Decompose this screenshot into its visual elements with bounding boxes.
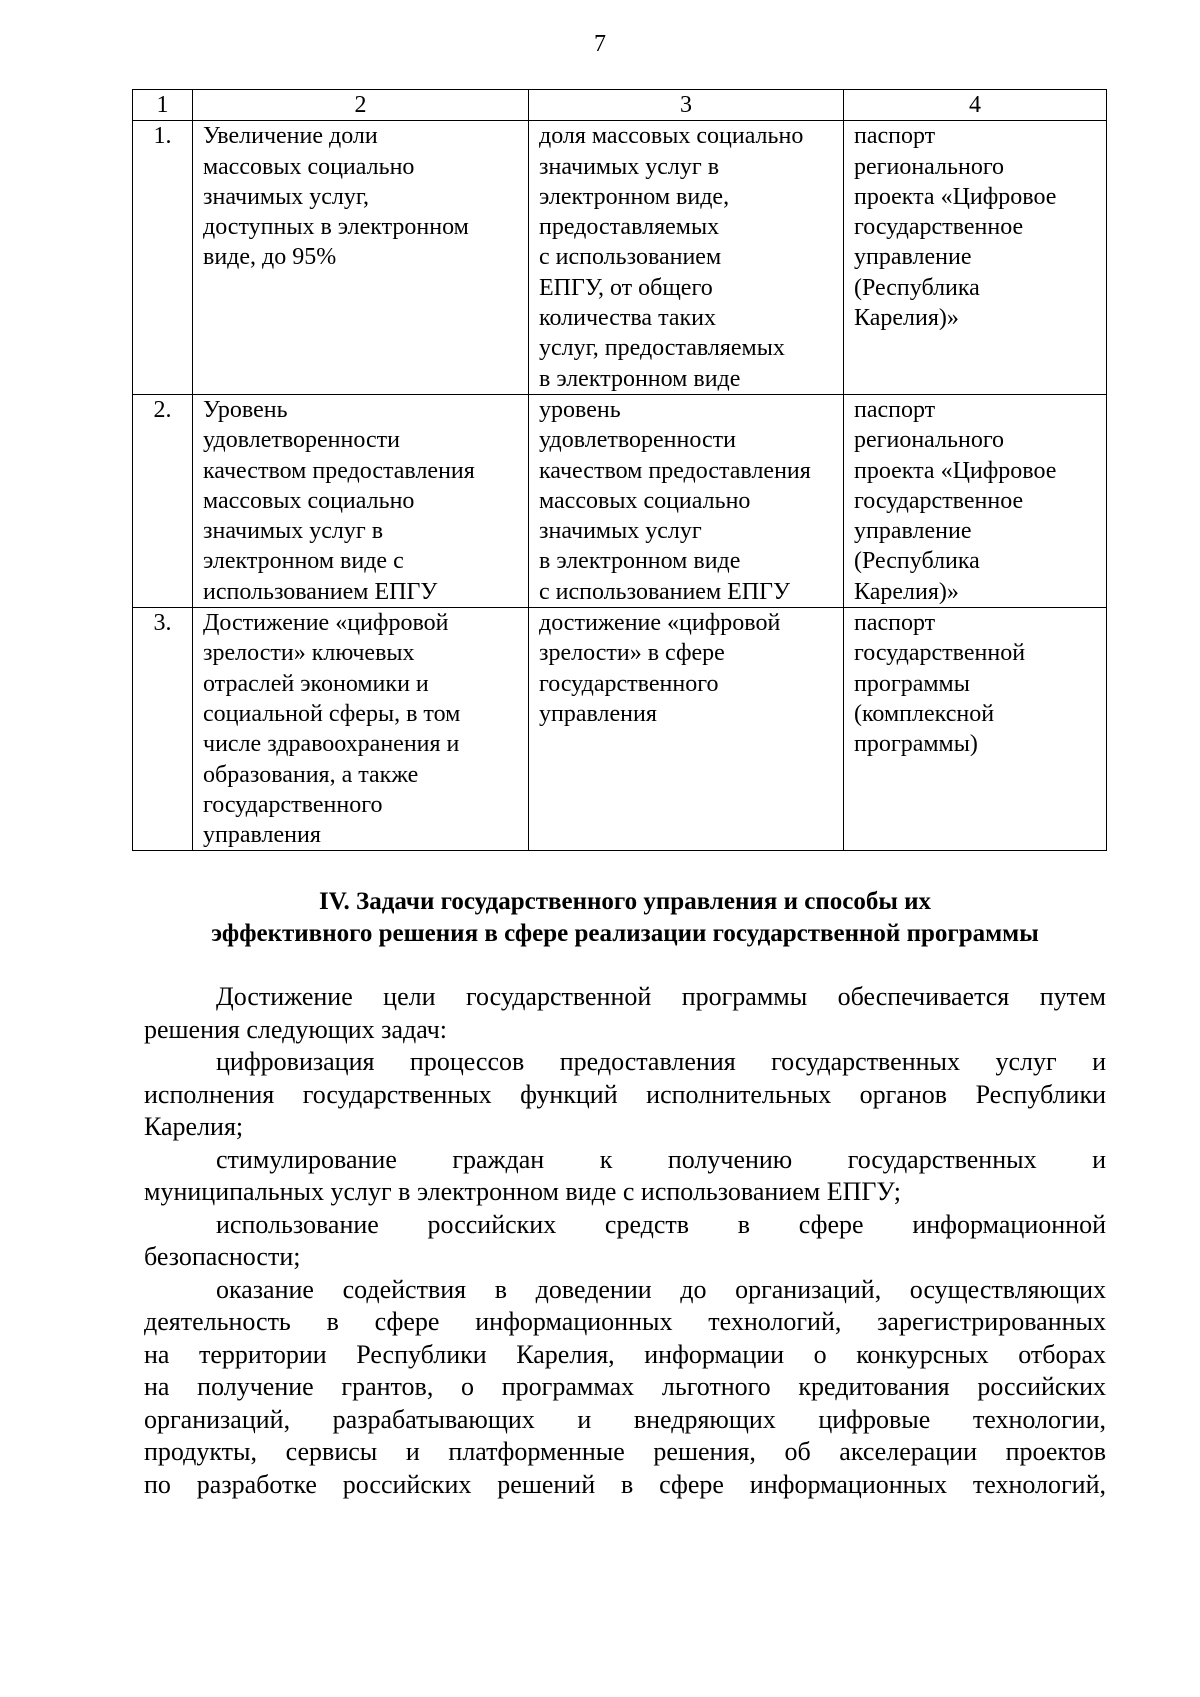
paragraph-line: продукты, сервисы и платформенные решения, об акселерации проектов [144,1437,1106,1466]
paragraph-line: безопасности; [144,1242,301,1271]
cell-line: услуг, предоставляемых [539,335,785,362]
source-cell [844,121,1107,395]
cell-line: отраслей экономики и [203,670,429,697]
body-text [144,981,1106,1501]
cell-line: управления [203,822,321,849]
cell-line: Увеличение доли [203,123,378,150]
table-row [133,394,1107,607]
cell-line: программы) [854,731,978,758]
cell-line: значимых услуг в [203,518,384,545]
goal-cell [193,121,529,395]
paragraph-line: на получение грантов, о программах льготного кредитования российских [144,1372,1106,1401]
paragraph-line: решения следующих задач: [144,1014,448,1044]
cell-line: Карелия)» [854,578,959,605]
cell-line: предоставляемых [539,214,720,241]
paragraph-line: исполнения государственных функций исполнительных органов Республики [144,1079,1106,1109]
cell-line: достижение «цифровой [539,610,781,637]
paragraph-line: использование российских средств в сфере информационной [216,1209,1106,1239]
cell-line: паспорт [854,123,936,150]
table-header-cell: 4 [844,90,1107,121]
paragraph-line: оказание содействия в доведении до организаций, осуществляющих [216,1274,1106,1304]
cell-line: числе здравоохранения и [203,731,460,758]
heading-line: IV. Задачи государственного управления и способы их [319,888,931,915]
indicator-cell [529,608,844,851]
cell-line: с использованием ЕПГУ [539,578,790,605]
paragraph-line: стимулирование граждан к получению государственных и [216,1144,1106,1174]
cell-line: государственной [854,640,1026,667]
cell-line: доступных в электронном [203,214,469,241]
table-header-cell: 2 [193,90,529,121]
table-header-cell: 1 [133,90,193,121]
cell-line: Достижение «цифровой [203,610,449,637]
paragraph-line: Достижение цели государственной программы обеспечивается путем [216,982,1106,1011]
table-header-row [133,90,1107,121]
cell-line: в электронном виде [539,365,741,392]
cell-line: государственного [203,791,383,818]
section-heading [0,886,1200,950]
cell-line: паспорт [854,396,936,423]
cell-line: качеством предоставления [203,457,475,484]
cell-line: социальной сферы, в том [203,700,461,727]
cell-line: (Республика [854,274,980,301]
cell-line: регионального [854,153,1005,180]
indicators-table [132,89,1107,851]
cell-line: удовлетворенности [203,427,400,454]
row-number: 1. [133,121,193,395]
goal-cell [193,394,529,607]
cell-line: значимых услуг [539,518,702,545]
row-number: 2. [133,394,193,607]
cell-line: массовых социально [203,487,415,514]
cell-line: государственное [854,214,1024,241]
paragraph-line: цифровизация процессов предоставления государственных услуг и [216,1047,1106,1076]
paragraph-line: на территории Республики Карелия, информации о конкурсных отборах [144,1339,1106,1369]
cell-line: (Республика [854,548,980,575]
cell-line: удовлетворенности [539,427,736,454]
cell-line: массовых социально [539,487,751,514]
source-cell [844,608,1107,851]
page-number: 7 [594,31,606,57]
goal-cell [193,608,529,851]
cell-line: Карелия)» [854,305,959,332]
cell-line: электронном виде, [539,183,730,210]
paragraph-line: по разработке российских решений в сфере информационных технологий, [144,1469,1106,1499]
indicator-cell [529,394,844,607]
cell-line: программы [854,670,970,697]
cell-line: в электронном виде [539,548,741,575]
paragraph-line: деятельность в сфере информационных технологий, зарегистрированных [144,1307,1106,1336]
cell-line: паспорт [854,610,936,637]
cell-line: значимых услуг в [539,153,720,180]
row-number: 3. [133,608,193,851]
cell-line: количества таких [539,305,717,332]
paragraph-line: муниципальных услуг в электронном виде с использованием ЕПГУ; [144,1177,902,1206]
source-cell [844,394,1107,607]
cell-line: проекта «Цифровое [854,457,1057,484]
cell-line: качеством предоставления [539,457,811,484]
cell-line: значимых услуг, [203,183,370,210]
cell-line: ЕПГУ, от общего [539,274,713,301]
cell-line: доля массовых социально [539,123,804,150]
cell-line: регионального [854,427,1005,454]
cell-line: уровень [539,396,621,423]
cell-line: зрелости» ключевых [203,640,415,667]
paragraph-line: Карелия; [144,1112,244,1141]
cell-line: проекта «Цифровое [854,183,1057,210]
indicator-cell [529,121,844,395]
cell-line: электронном виде с [203,548,404,575]
cell-line: образования, а также [203,761,419,788]
cell-line: зрелости» в сфере [539,640,725,667]
cell-line: государственного [539,670,719,697]
cell-line: с использованием [539,244,722,271]
cell-line: массовых социально [203,153,415,180]
cell-line: виде, до 95% [203,244,337,271]
table-row [133,608,1107,851]
cell-line: управления [539,700,657,727]
paragraph-line: организаций, разрабатывающих и внедряющих цифровые технологии, [144,1404,1106,1434]
cell-line: использованием ЕПГУ [203,578,438,605]
cell-line: Уровень [203,396,288,423]
cell-line: (комплексной [854,700,995,727]
cell-line: управление [854,244,972,271]
cell-line: государственное [854,487,1024,514]
table-row [133,121,1107,395]
table-header-cell: 3 [529,90,844,121]
cell-line: управление [854,518,972,545]
heading-line: эффективного решения в сфере реализации государственной программы [211,920,1039,947]
